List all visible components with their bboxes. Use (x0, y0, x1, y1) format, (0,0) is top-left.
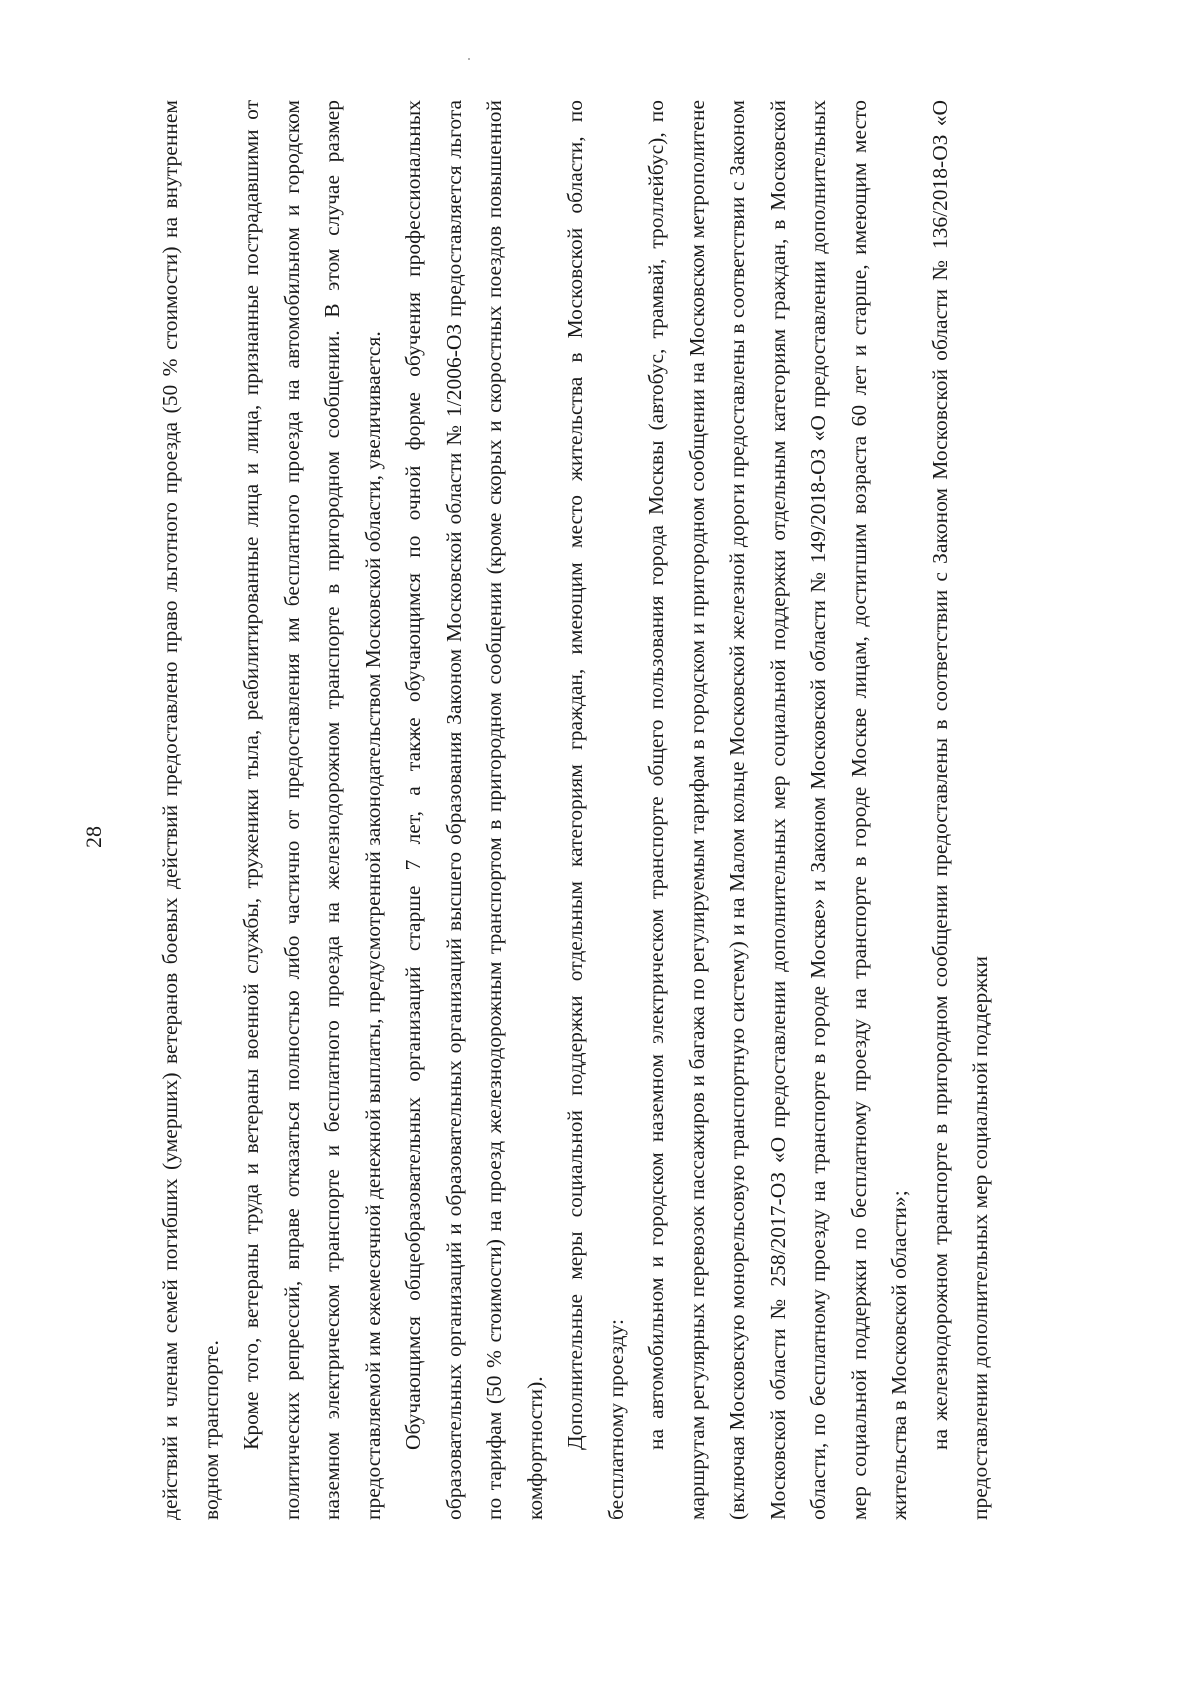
scan-speck (468, 58, 470, 60)
paragraph-4: Дополнительные меры социальной поддержки отдельным категориям граждан, имеющим место жительства в Московской области, по бесплатному проезду: (563, 100, 628, 1520)
paragraph-2: Кроме того, ветераны труда и ветераны военной службы, труженики тыла, реабилитированные лица и лица, признанные пострадавшими от политических репрессий, вправе отказаться полностью либо частично от предоставления им бесплатного проезда на автомобильном и городском наземном электрическом транспорте и бесплатного проезда на железнодорожном транспорте в пригородном сообщении. В этом случае размер предоставляемой им ежемесячной денежной выплаты, предусмотренной законодательством Московской области, увеличивается. (239, 100, 385, 1520)
paragraph-3: Обучающимся общеобразовательных организаций старше 7 лет, а также обучающимся по очной форме обучения профессиональных образовательных организаций и образовательных организаций высшего образования Законом Московской области № 1/2006-ОЗ предоставляется льгота по тарифам (50 % стоимости) на проезд железнодорожным транспортом в пригородном сообщении (кроме скорых и скоростных поездов повышенной комфортности). (401, 100, 547, 1520)
paragraph-5: на автомобильном и городском наземном электрическом транспорте общего пользования города Москвы (автобус, трамвай, троллейбус), по маршрутам регулярных перевозок пассажиров и багажа по регулируемым тарифам в городском и пригородном сообщении на Московском метрополитене (включая Московскую монорельсовую транспортную систему) и на Малом кольце Московской железной дороги предоставлены в соответствии с Законом Московской области № 258/2017-ОЗ «О предоставлении дополнительных мер социальной поддержки отдельным категориям граждан, в Московской области, по бесплатному проезду на транспорте в городе Москве» и Законом Московской области № 149/2018-ОЗ «О предоставлении дополнительных мер социальной поддержки по бесплатному проезду на транспорте в городе Москве лицам, достигшим возраста 60 лет и старше, имеющим место жительства в Московской области»; (644, 100, 911, 1520)
paragraph-1: действий и членам семей погибших (умерших) ветеранов боевых действий предоставлено право льготного проезда (50 % стоимости) на внутреннем водном транспорте. (158, 100, 223, 1520)
page-number: 28 (81, 826, 106, 848)
document-body (150, 100, 1001, 1520)
paragraph-6: на железнодорожном транспорте в пригородном сообщении предоставлены в соответствии с Законом Московской области № 136/2018-ОЗ «О предоставлении дополнительных мер социальной поддержки (927, 100, 992, 1520)
